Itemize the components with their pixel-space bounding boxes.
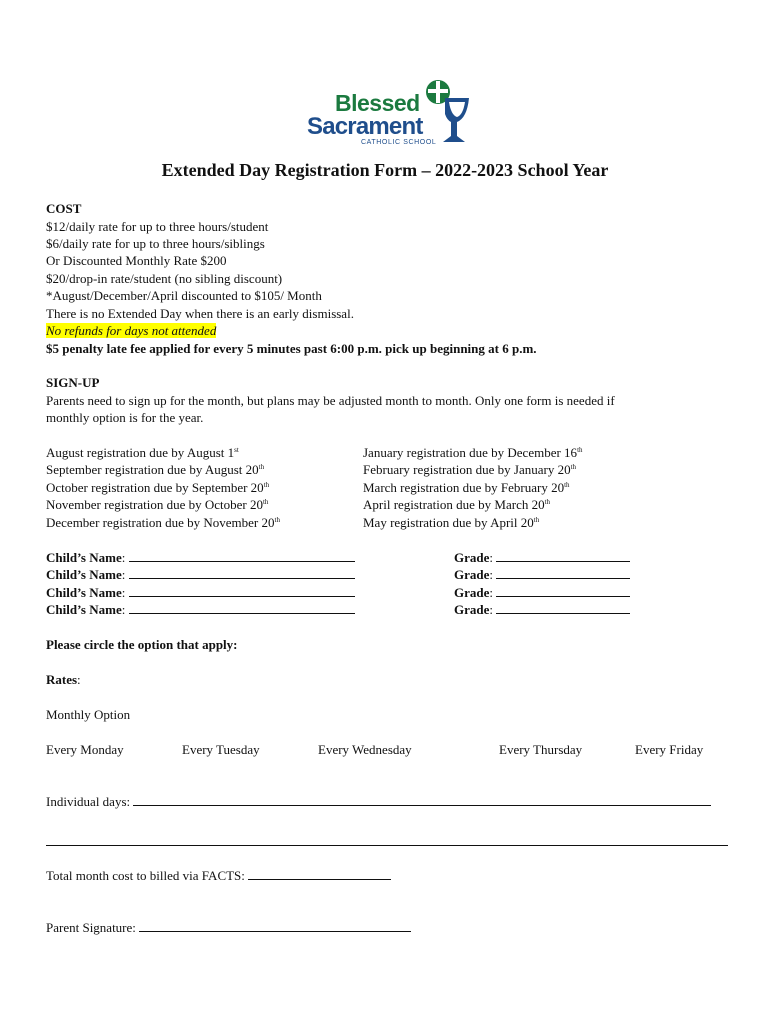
option-every-monday[interactable]: Every Monday xyxy=(46,742,124,757)
grade-row: Grade: xyxy=(454,601,630,618)
deadline-item: December registration due by November 20th xyxy=(46,515,280,530)
child-name-field[interactable] xyxy=(129,566,355,579)
chalice-cross-icon xyxy=(423,78,471,148)
deadline-item: February registration due by January 20th xyxy=(363,462,577,477)
total-cost-row: Total month cost to billed via FACTS: xyxy=(46,867,391,884)
deadline-item: August registration due by August 1st xyxy=(46,445,239,460)
option-every-friday[interactable]: Every Friday xyxy=(635,742,704,757)
grade-field[interactable] xyxy=(496,549,630,562)
deadline-item: March registration due by February 20th xyxy=(363,480,570,495)
deadline-item: May registration due by April 20th xyxy=(363,515,540,530)
deadline-item: April registration due by March 20th xyxy=(363,497,551,512)
child-name-field[interactable] xyxy=(129,584,355,597)
cost-heading: COST xyxy=(46,201,82,216)
child-name-row: Child’s Name: xyxy=(46,566,355,583)
cost-line: Or Discounted Monthly Rate $200 xyxy=(46,253,227,268)
cost-line: There is no Extended Day when there is an early dismissal. xyxy=(46,306,354,321)
grade-row: Grade: xyxy=(454,584,630,601)
cost-line: *August/December/April discounted to $105/ Month xyxy=(46,288,322,303)
signup-text: Parents need to sign up for the month, but plans may be adjusted month to month. Only one form is needed if xyxy=(46,393,615,408)
option-every-tuesday[interactable]: Every Tuesday xyxy=(182,742,260,757)
grade-field[interactable] xyxy=(496,566,630,579)
cost-line: $12/daily rate for up to three hours/student xyxy=(46,219,269,234)
logo-word-sacrament: Sacrament xyxy=(307,113,423,140)
child-name-field[interactable] xyxy=(129,549,355,562)
cost-line: $20/drop-in rate/student (no sibling discount) xyxy=(46,271,283,286)
divider xyxy=(46,845,728,846)
form-title: Extended Day Registration Form – 2022-2023 School Year xyxy=(161,160,609,180)
child-name-row: Child’s Name: xyxy=(46,549,355,566)
total-cost-field[interactable] xyxy=(248,867,391,880)
deadline-item: October registration due by September 20th xyxy=(46,480,270,495)
grade-field[interactable] xyxy=(496,601,630,614)
signup-text: monthly option is for the year. xyxy=(46,410,204,425)
individual-days-field[interactable] xyxy=(133,793,711,806)
individual-days-row: Individual days: xyxy=(46,793,711,810)
logo-subtitle: CATHOLIC SCHOOL xyxy=(361,139,437,146)
child-name-field[interactable] xyxy=(129,601,355,614)
deadline-item: January registration due by December 16th xyxy=(363,445,583,460)
penalty-notice: $5 penalty late fee applied for every 5 minutes past 6:00 p.m. pick up beginning at 6 p.m. xyxy=(46,341,537,356)
cost-line: $6/daily rate for up to three hours/siblings xyxy=(46,236,265,251)
parent-signature-field[interactable] xyxy=(139,919,411,932)
deadline-item: November registration due by October 20th xyxy=(46,497,269,512)
signup-heading: SIGN-UP xyxy=(46,375,100,390)
school-logo xyxy=(305,76,475,150)
no-refunds-notice: No refunds for days not attended xyxy=(46,323,217,338)
monthly-option[interactable]: Monthly Option xyxy=(46,707,131,722)
grade-row: Grade: xyxy=(454,566,630,583)
parent-signature-row: Parent Signature: xyxy=(46,919,411,936)
circle-options-prompt: Please circle the option that apply: xyxy=(46,637,238,652)
grade-field[interactable] xyxy=(496,584,630,597)
deadline-item: September registration due by August 20th xyxy=(46,462,265,477)
child-name-row: Child’s Name: xyxy=(46,584,355,601)
logo-word-blessed: Blessed xyxy=(335,90,420,116)
rates-label-row: Rates: xyxy=(46,672,81,687)
grade-row: Grade: xyxy=(454,549,630,566)
child-name-row: Child’s Name: xyxy=(46,601,355,618)
option-every-thursday[interactable]: Every Thursday xyxy=(499,742,583,757)
option-every-wednesday[interactable]: Every Wednesday xyxy=(318,742,412,757)
